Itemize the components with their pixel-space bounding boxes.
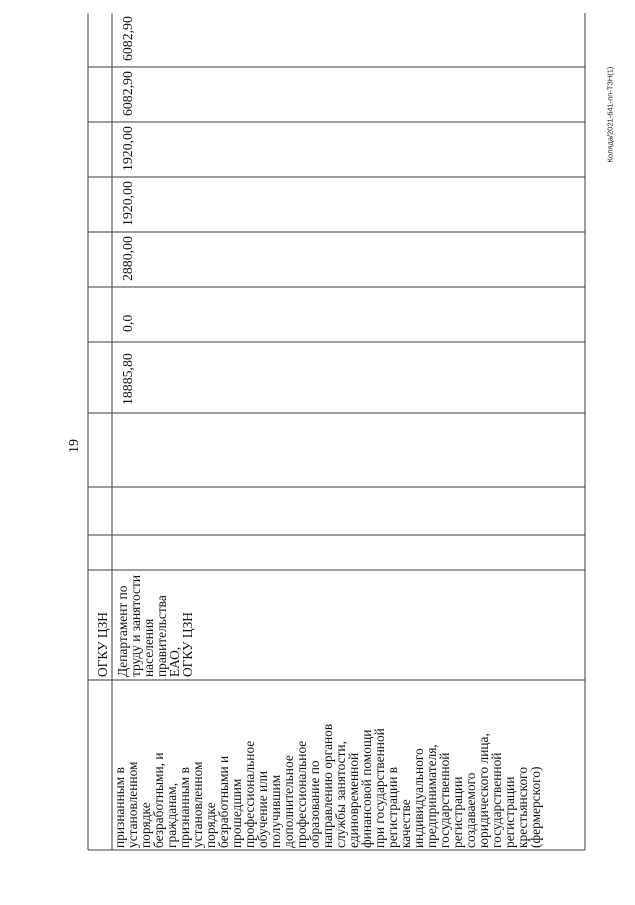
category-line: качестве <box>398 799 413 848</box>
executor-line: Департамент по <box>115 585 130 677</box>
category-line: службы занятости, <box>333 741 348 848</box>
category-line: профессиональное <box>242 740 257 848</box>
category-line: крестьянского <box>515 766 530 848</box>
value-year-2: 2880,00 <box>120 236 135 281</box>
category-line: государственной <box>437 752 452 848</box>
category-line: индивидуального <box>411 748 426 848</box>
category-line: признанным в <box>177 767 192 848</box>
category-line: порядке <box>203 802 218 848</box>
category-line: безработными и <box>216 755 231 848</box>
page-number: 19 <box>67 439 82 453</box>
document-code: Коляда/2021-641-пп-ТЗН(1) <box>605 66 615 163</box>
category-line: государственной <box>489 752 504 848</box>
category-line: гражданам, <box>164 782 179 848</box>
executor-line: труду и занятости <box>128 575 143 677</box>
executor-line: правительства <box>154 595 169 677</box>
executor-text <box>116 575 194 677</box>
category-line: регистрации в <box>385 766 400 848</box>
category-line: финансовой помощи <box>359 729 374 848</box>
category-line: (фермерского) <box>528 766 543 848</box>
executor-line: населения <box>141 618 156 677</box>
category-line: обучение или <box>255 770 270 848</box>
category-line: порядке <box>138 802 153 848</box>
value-year-4: 1920,00 <box>120 126 135 171</box>
value-total: 18885,80 <box>120 353 135 405</box>
category-line: регистрации <box>502 776 517 848</box>
category-line: установленном <box>190 761 205 848</box>
category-line: дополнительное <box>281 755 296 848</box>
executor-line: ЕАО, <box>167 646 182 677</box>
category-line: юридического лица, <box>476 733 491 848</box>
category-line: прошедшим <box>229 778 244 848</box>
category-line: установленном <box>125 761 140 848</box>
executor-line: ОГКУ ЦЗН <box>180 612 195 677</box>
category-line: получившим <box>268 774 283 848</box>
category-line: при государственной <box>372 728 387 848</box>
category-line: единовременной <box>346 752 361 848</box>
category-text <box>113 724 542 848</box>
value-year-1: 0,0 <box>120 314 135 332</box>
executor-top: ОГКУ ЦЗН <box>95 612 110 677</box>
category-line: образование по <box>307 760 322 848</box>
category-line: профессиональное <box>294 740 309 848</box>
category-line: безработными, и <box>151 752 166 848</box>
category-line: признанным в <box>112 767 127 848</box>
category-line: предпринимателя, <box>424 744 439 848</box>
value-year-5: 6082,90 <box>120 71 135 116</box>
category-line: создаваемого <box>463 772 478 848</box>
value-year-6: 6082,90 <box>120 16 135 61</box>
category-line: направлению органов <box>320 723 335 848</box>
category-line: регистрации <box>450 776 465 848</box>
value-year-3: 1920,00 <box>120 181 135 226</box>
